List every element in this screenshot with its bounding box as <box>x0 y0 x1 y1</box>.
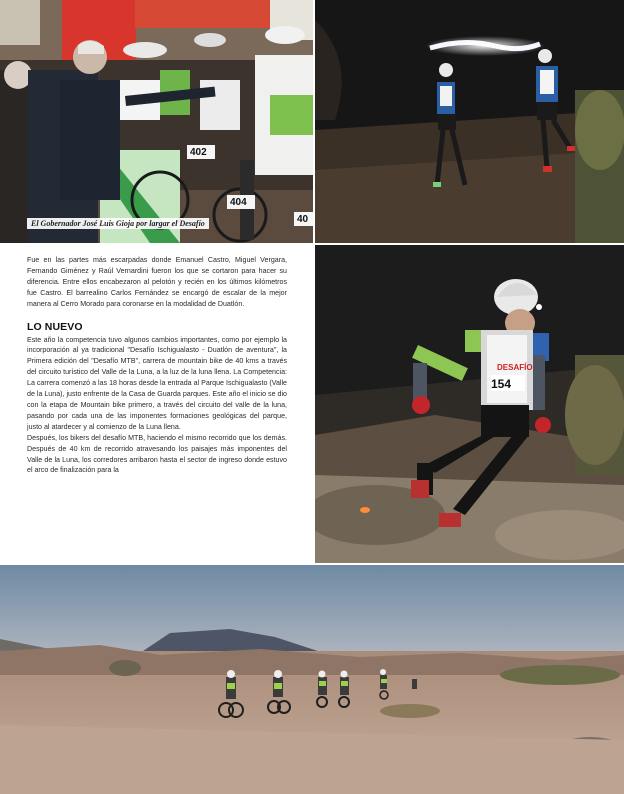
section-heading: LO NUEVO <box>27 320 83 333</box>
bib-number: 402 <box>190 147 207 158</box>
photo-night-runners <box>315 0 624 243</box>
photo-race-start <box>0 0 313 243</box>
bib-number: 404 <box>230 197 247 208</box>
article-intro-paragraph: Fue en las partes más escarpadas donde Emanuel Castro, Miguel Vergara, Fernando Giménez y Raúl Vernardini fueron los que se cortaron para hacer su diferencia. Entre ellos encabezaron al pelotón y recién en los últimos kilómetros fue Castro. El barrealino Carlos Fernández se encargó de escalar de la mejor manera al Cerro Morado para coronarse en la modalidad de Duatlón. <box>27 256 287 308</box>
race-start-image <box>0 0 313 243</box>
runner-154-image <box>315 245 624 563</box>
desert-bikers-image <box>0 565 624 794</box>
article-paragraph-2: Este año la competencia tuvo algunos cambios importantes, como por ejemplo la incorporación al ya tradicional "Desafío Ischigualasto - Duatlón de aventura", la Primera edición del "Desafío MTB", carrera de mountain bike de 40 kms a través del circuito turístico del Valle de la Luna, a la luz de la luna llena. La Competencia: La carrera comenzó a las 18 horas desde la entrada al Parque Ischigualasto (Valle de la Luna), justo enfrente de la Casa de Guarda parques. Este año el inicio se dio con la etapa de Mountain bike primero, a través del circuito del valle de la luna, pasando por cada una de las imponentes formaciones geológicas del parque, justo al atardecer y al comienzo de la Luna llena. <box>27 335 287 431</box>
runner-bib-number: 154 <box>491 377 512 391</box>
night-runners-image <box>315 0 624 243</box>
article-text-column <box>27 255 287 476</box>
photo-desert-bikers <box>0 565 624 794</box>
bib-number: 40 <box>297 214 309 225</box>
runner-bib-header: DESAFÍO <box>497 363 533 372</box>
article-paragraph-3: Después, los bikers del desafío MTB, haciendo el mismo recorrido que los demás. Después de 40 km de recorrido atravesando los paisajes más imponentes del Valle de la Luna, los corredores arribaron hasta el sector de ingreso donde estuvo el arco de finalización para la <box>27 433 287 475</box>
photo-caption: El Gobernador José Luis Gioja por largar el Desafío <box>27 218 209 229</box>
photo-runner-154 <box>315 245 624 563</box>
